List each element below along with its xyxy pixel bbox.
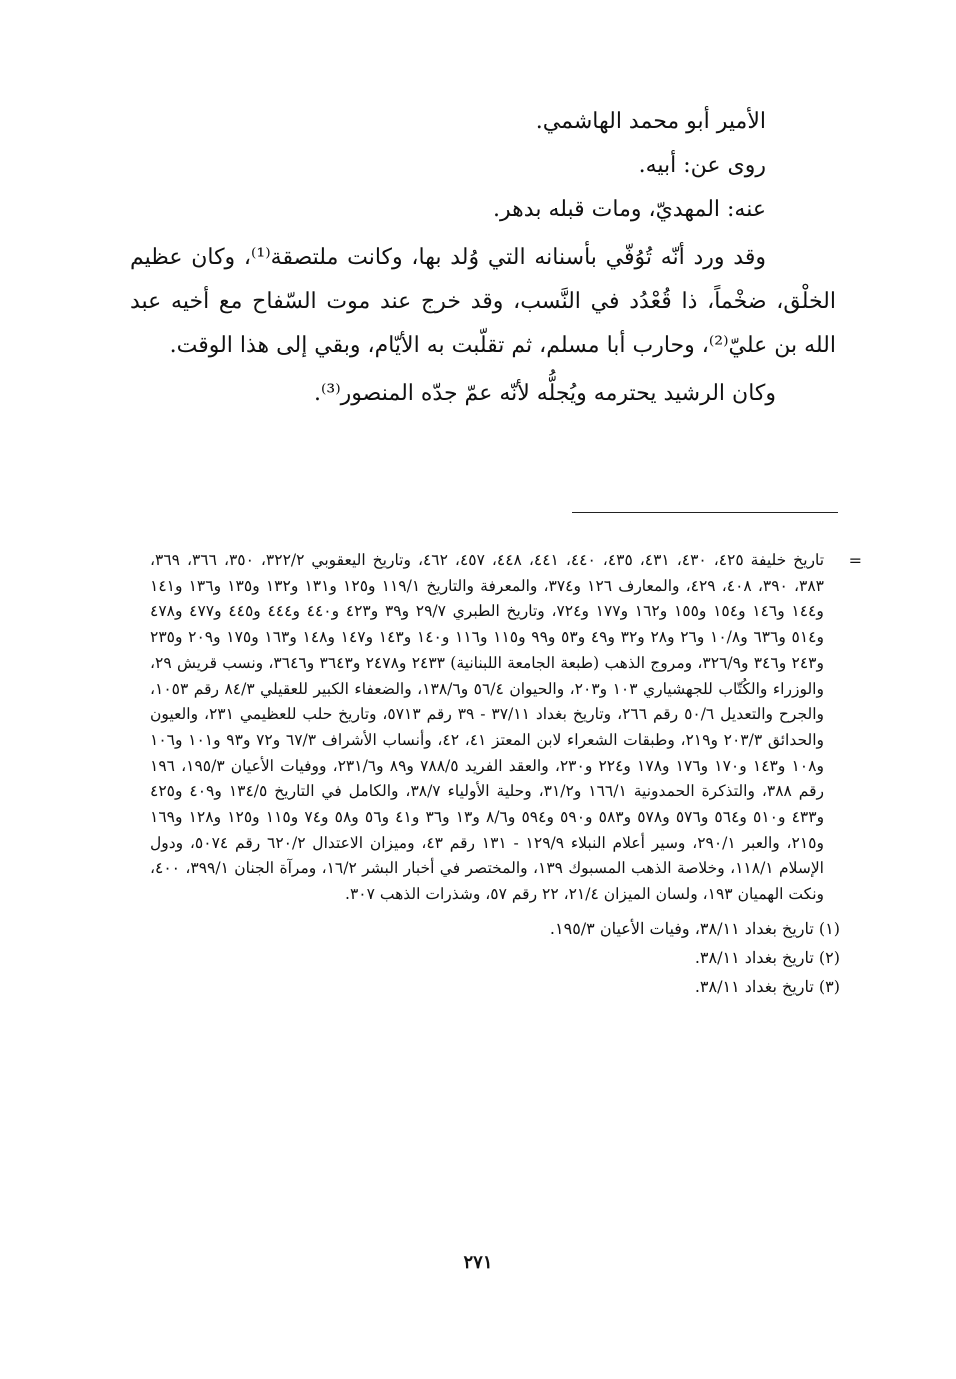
footnote-list: [150, 914, 840, 1001]
continuation-mark: =: [848, 551, 862, 570]
page-number: ٢٧١: [463, 1252, 493, 1273]
main-text: [130, 100, 836, 416]
footnote-item: (١) تاريخ بغداد ٣٨/١١، وفيات الأعيان ١٩٥/٣.: [549, 918, 840, 938]
closing-paragraph: وكان الرشيد يحترمه ويُجلُّه لأنّه عمّ جدّه المنصور⁽³⁾.: [314, 381, 776, 406]
footnote-divider: [572, 512, 838, 513]
biography-paragraph: وقد ورد أنّه تُوُفّي بأسنانه التي وُلد بها، وكانت ملتصقة⁽¹⁾، وكان عظيم الخلْق، ضخْماً، ذا قُعْدُد في النَّسب، وقد خرج عند موت السّفاح مع أخيه عبد الله بن عليّ⁽²⁾، وحارب أبا مسلم، ثم تقلّبت به الأيّام، وبقي إلى هذا الوقت.: [130, 245, 836, 358]
biography-name-line: الأمير أبو محمد الهاشمي.: [535, 109, 766, 134]
continued-footnote: [150, 548, 862, 908]
footnotes-section: [150, 548, 862, 1001]
narrators-line: عنه: المهديّ، ومات قبله بدهر.: [493, 197, 766, 222]
footnote-item: (٢) تاريخ بغداد ٣٨/١١.: [694, 947, 840, 967]
footnote-item: (٣) تاريخ بغداد ٣٨/١١.: [694, 976, 840, 996]
continued-footnote-text: تاريخ خليفة ٤٢٥، ٤٣٠، ٤٣١، ٤٣٥، ٤٤٠، ٤٤١، ٤٤٨، ٤٥٧، ٤٦٢، وتاريخ اليعقوبي ٣٢٢/٢، ٣٥٠، ٣٦٦، ٣٦٩، ٣٨٣، ٣٩٠، ٤٠٨، ٤٢٩، والمعارف ١٢٦ و٣٧٤، والمعرفة والتاريخ ١١٩/١ و١٢٥ و١٣١ و١٣٢ و١٣٥ و١٣٦ و١٤١ و١٤٤ و١٤٦ و١٥٤ و١٥٥ و١٦٢ و١٧٧ و٧٢٤، وتاريخ الطبري ٢٩/٧ و٣٩ و٤٢٣ و٤٤٠ و٤٤٤ و٤٤٥ و٤٧٧ و٤٧٨ و٥١٤ و٦٣٦ و١٠/٨ و٢٦ و٢٨ و٣٢ و٤٩ و٥٣ و٩٩ و١١٥ و١١٦ و١٤٠ و١٤٣ و١٤٧ و١٤٨ و١٦٣ و١٧٥ و٢٠٩ و٢٣٥ و٢٤٣ و٣٤٦ و٣٢٦/٩، ومروج الذهب (طبعة الجامعة اللبنانية) ٢٤٣٣ و٢٤٧٨ و٣٦٤٣ و٣٦٤٦، ونسب قريش ٢٩، والوزراء والكُتّاب للجهشياري ١٠٣ و٢٠٣، والحيوان ٥٦/٤ و١٣٨/٦، والضعفاء الكبير للعقيلي ٨٤/٣ رقم ١٠٥٣، والجرح والتعديل ٥٠/٦ رقم ٢٦٦، وتاريخ بغداد ٣٧/١١ - ٣٩ رقم ٥٧١٣، وتاريخ حلب للعظيمي ٢٣١، والعيون والحدائق ٢٠٣/٣ و٢١٩، وطبقات الشعراء لابن المعتز ٤١، ٤٢، وأنساب الأشراف ٦٧/٣ و٧٢ و٩٣ و١٠١ و١٠٦ و١٠٨ و١٤٣ و١٧٠ و١٧٦ و١٧٨ و٢٢٤ و٢٣٠، والعقد الفريد ٧٨٨/٥ و٨٩ و٢٣١/٦، ووفيات الأعيان ١٩٥/٣، ١٩٦ رقم ٣٨٨، والتذكرة الحمدونية ١٦٦/١ و٣١/٢، وحلية الأولياء ٣٨/٧، والكامل في التاريخ ١٣٤/٥ و٤٠٩ و٤٢٥ و٤٣٣ و٥١٠ و٥٦٤ و٥٧٦ و٥٧٨ و٥٨٣ و٥٩٠ و٥٩٤ و٨/٦ و١٣ و٣٦ و٤١ و٥٦ و٥٨ و٧٤ و١١٥ و١٢٥ و١٢٨ و١٦٩ و٢١٥، والعبر ٢٩٠/١، وسير أعلام النبلاء ١٢٩/٩ - ١٣١ رقم ٤٣، وميزان الاعتدال ٦٢٠/٢ رقم ٥٠٧٤، ودول الإسلام ١١٨/١، وخلاصة الذهب المسبوك ١٣٩، والمختصر في أخبار البشر ١٦/٢، ومرآة الجنان ٣٩٩/١، ٤٠٠، ونكت الهميان ١٩٣، ولسان الميزان ٢١/٤، ٢٢ رقم ٥٧، وشذرات الذهب ٣٠٧.: [150, 551, 825, 904]
narrated-from-line: روى عن: أبيه.: [638, 153, 766, 178]
